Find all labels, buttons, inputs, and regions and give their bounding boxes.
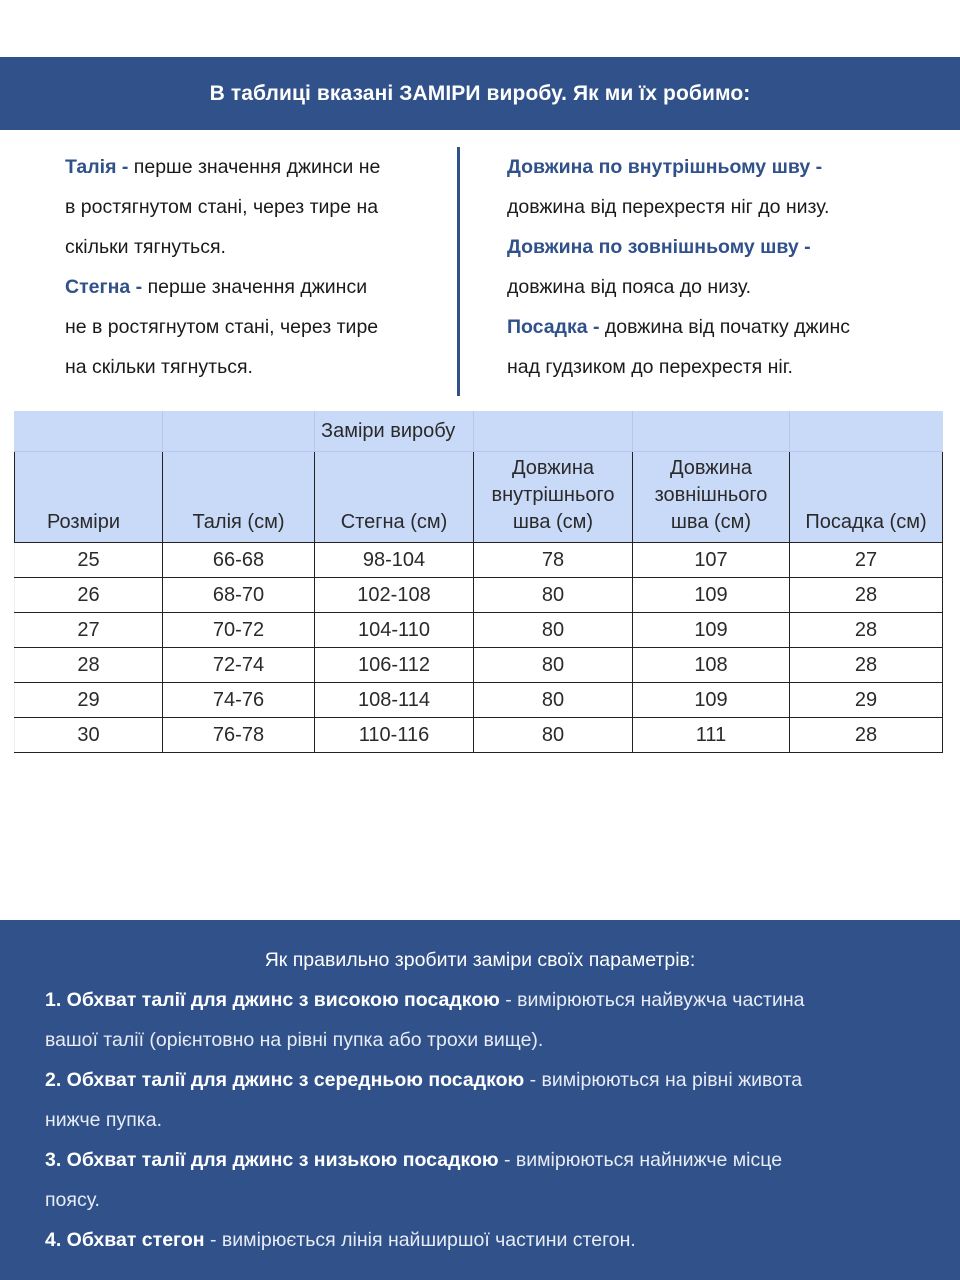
guide-item-2-heading: 2. Обхват талії для джинс з середньою посадкою <box>45 1069 525 1091</box>
guide-item-3-line-2: поясу. <box>45 1189 100 1211</box>
inseam-term: Довжина по внутрішньому шву - <box>507 156 823 178</box>
table-row <box>15 718 943 753</box>
table-cell: 109 <box>633 578 790 613</box>
guide-item-2-line-2: нижче пупка. <box>45 1109 162 1131</box>
table-group-header-row <box>15 412 943 452</box>
column-header: Довжина внутрішнього шва (см) <box>474 452 633 543</box>
table-cell: 68-70 <box>163 578 315 613</box>
guide-item-2-line-1 <box>45 1060 935 1100</box>
table-row <box>15 648 943 683</box>
hips-note-line-3: на скільки тягнуться. <box>65 356 253 378</box>
table-cell: 80 <box>474 578 633 613</box>
guide-item-1-line-1 <box>45 980 935 1020</box>
hips-note-line-1 <box>65 267 440 307</box>
table-cell: 27 <box>790 543 943 578</box>
measuring-guide-panel <box>0 920 960 1280</box>
table-cell: 106-112 <box>315 648 474 683</box>
table-cell: 30 <box>15 718 163 753</box>
waist-note-line-1 <box>65 147 440 187</box>
top-banner <box>0 57 960 130</box>
table-cell: 104-110 <box>315 613 474 648</box>
table-cell: 78 <box>474 543 633 578</box>
table-row <box>15 683 943 718</box>
hips-note-line-2: не в ростягнутом стані, через тире <box>65 316 379 338</box>
guide-item-3-desc: - вимірюються найнижче місце <box>498 1149 783 1171</box>
column-header: Довжина зовнішнього шва (см) <box>633 452 790 543</box>
size-table-wrapper <box>14 411 946 752</box>
group-header-empty-cell <box>633 412 790 452</box>
notes-right-column <box>507 147 937 387</box>
column-header: Розміри <box>15 452 163 543</box>
outseam-term: Довжина по зовнішньому шву - <box>507 236 811 258</box>
outseam-desc: довжина від пояса до низу. <box>507 276 752 298</box>
table-cell: 110-116 <box>315 718 474 753</box>
rise-note-line-2: над гудзиком до перехрестя ніг. <box>507 356 793 378</box>
waist-note-line-3: скільки тягнуться. <box>65 236 226 258</box>
table-cell: 29 <box>15 683 163 718</box>
table-cell: 70-72 <box>163 613 315 648</box>
guide-item-1-desc: - вимірюються найвужча частина <box>499 989 805 1011</box>
table-cell: 26 <box>15 578 163 613</box>
notes-divider <box>457 147 460 396</box>
table-cell: 98-104 <box>315 543 474 578</box>
table-cell: 109 <box>633 683 790 718</box>
table-row <box>15 543 943 578</box>
notes-left-column <box>65 147 440 387</box>
table-row <box>15 578 943 613</box>
table-cell: 74-76 <box>163 683 315 718</box>
table-cell: 102-108 <box>315 578 474 613</box>
table-cell: 28 <box>15 648 163 683</box>
guide-item-1-line-2: вашої талії (орієнтовно на рівні пупка або трохи вище). <box>45 1029 544 1051</box>
group-header-label-cell <box>315 412 474 452</box>
group-header-empty-cell <box>474 412 633 452</box>
column-header: Талія (см) <box>163 452 315 543</box>
table-cell: 76-78 <box>163 718 315 753</box>
banner-title: В таблиці вказані ЗАМІРИ виробу. Як ми їх робимо: <box>209 81 751 105</box>
guide-item-2-desc: - вимірюються на рівні живота <box>524 1069 803 1091</box>
table-cell: 29 <box>790 683 943 718</box>
hips-term: Стегна - <box>65 276 143 298</box>
measurement-notes <box>0 147 960 397</box>
table-cell: 107 <box>633 543 790 578</box>
table-cell: 108-114 <box>315 683 474 718</box>
table-cell: 80 <box>474 648 633 683</box>
table-cell: 108 <box>633 648 790 683</box>
column-header: Посадка (см) <box>790 452 943 543</box>
guide-items <box>45 980 935 1260</box>
table-cell: 27 <box>15 613 163 648</box>
table-cell: 28 <box>790 613 943 648</box>
guide-title: Як правильно зробити заміри своїх параметрів: <box>264 949 696 971</box>
column-header: Стегна (см) <box>315 452 474 543</box>
group-header-empty-cell <box>163 412 315 452</box>
waist-desc-1: перше значення джинси не <box>133 156 381 178</box>
size-table <box>14 411 943 753</box>
guide-item-4-heading: 4. Обхват стегон <box>45 1229 205 1251</box>
guide-item-1-heading: 1. Обхват талії для джинс з високою посадкою <box>45 989 500 1011</box>
table-cell: 25 <box>15 543 163 578</box>
group-header-empty-cell <box>790 412 943 452</box>
table-cell: 28 <box>790 578 943 613</box>
table-cell: 72-74 <box>163 648 315 683</box>
table-header-row <box>15 452 943 543</box>
table-cell: 80 <box>474 718 633 753</box>
rise-desc-1: довжина від початку джинс <box>604 316 850 338</box>
waist-term: Талія - <box>65 156 129 178</box>
table-cell: 80 <box>474 613 633 648</box>
table-cell: 109 <box>633 613 790 648</box>
guide-item-3-heading: 3. Обхват талії для джинс з низькою посадкою <box>45 1149 499 1171</box>
guide-item-4-line-1 <box>45 1220 935 1260</box>
inseam-desc: довжина від перехрестя ніг до низу. <box>507 196 830 218</box>
table-cell: 111 <box>633 718 790 753</box>
table-cell: 28 <box>790 648 943 683</box>
table-cell: 28 <box>790 718 943 753</box>
table-cell: 66-68 <box>163 543 315 578</box>
waist-note-line-2: в ростягнутом стані, через тире на <box>65 196 379 218</box>
group-header-empty-cell <box>15 412 163 452</box>
hips-desc-1: перше значення джинси <box>147 276 368 298</box>
guide-item-3-line-1 <box>45 1140 935 1180</box>
table-row <box>15 613 943 648</box>
group-header-label: Заміри виробу <box>321 420 456 442</box>
rise-term: Посадка - <box>507 316 600 338</box>
guide-item-4-desc: - вимірюється лінія найширшої частини стегон. <box>204 1229 636 1251</box>
rise-note-line-1 <box>507 307 937 347</box>
table-cell: 80 <box>474 683 633 718</box>
